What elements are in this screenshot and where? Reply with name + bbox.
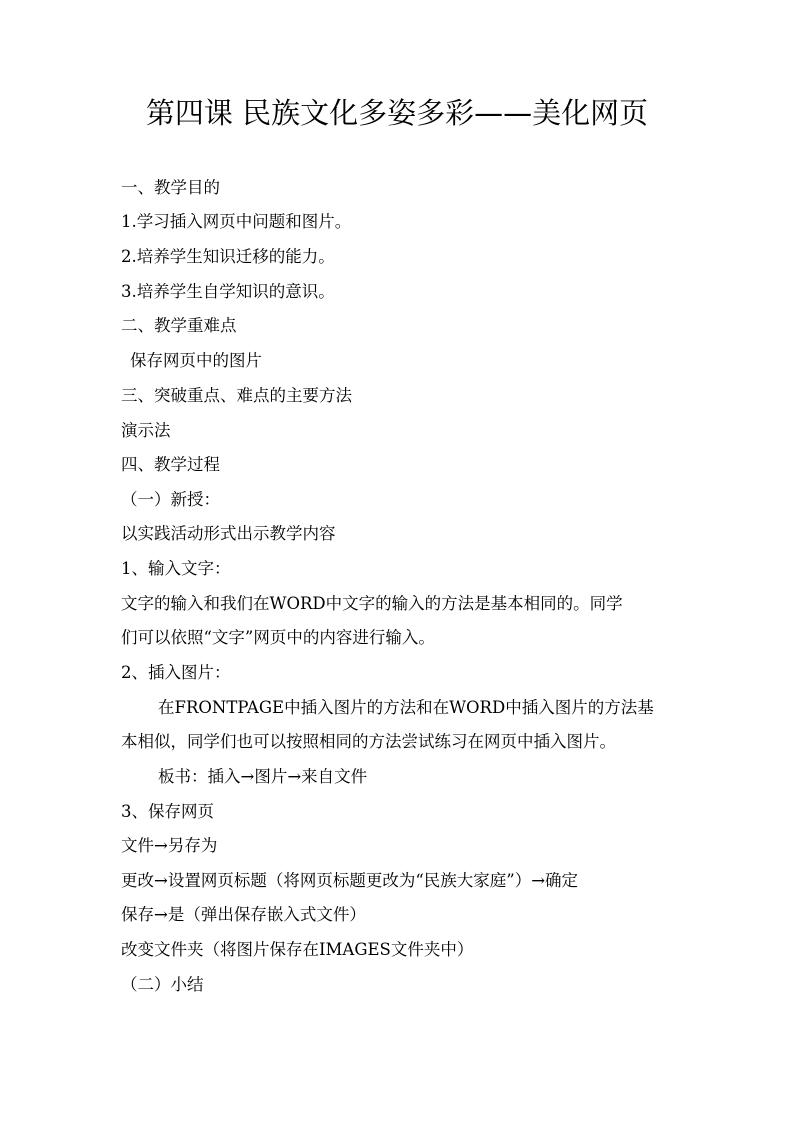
section-heading-process: 四、教学过程 xyxy=(121,455,220,474)
objective-item-1: 1.学习插入网页中问题和图片。 xyxy=(121,212,352,231)
section-heading-objectives: 一、教学目的 xyxy=(121,178,220,197)
step-3-line-1: 文件→另存为 xyxy=(121,836,218,855)
page-title: 第四课 民族文化多姿多彩——美化网页 xyxy=(145,96,649,130)
section-heading-methods: 三、突破重点、难点的主要方法 xyxy=(121,386,352,405)
section-heading-key-points: 二、教学重难点 xyxy=(121,316,237,335)
step-2-heading: 2、插入图片： xyxy=(121,663,231,682)
step-2-text-line-2: 本相似，同学们也可以按照相同的方法尝试练习在网页中插入图片。 xyxy=(121,732,616,751)
step-1-text-line-1: 文字的输入和我们在WORD中文字的输入的方法是基本相同的。同学 xyxy=(121,594,623,613)
subsection-summary: （二）小结 xyxy=(121,975,204,994)
step-3-line-4: 改变文件夹（将图片保存在IMAGES文件夹中） xyxy=(121,940,474,959)
step-3-line-2: 更改→设置网页标题（将网页标题更改为“民族大家庭”）→确定 xyxy=(121,871,579,890)
key-point-text: 保存网页中的图片 xyxy=(130,351,262,370)
step-1-text-line-2: 们可以依照“文字”网页中的内容进行输入。 xyxy=(121,628,435,647)
step-2-text-line-1: 在FRONTPAGE中插入图片的方法和在WORD中插入图片的方法基 xyxy=(158,698,654,717)
blackboard-note: 板书：插入→图片→来自文件 xyxy=(158,767,368,786)
step-3-heading: 3、保存网页 xyxy=(121,802,214,821)
process-intro-text: 以实践活动形式出示教学内容 xyxy=(121,524,336,543)
method-text: 演示法 xyxy=(121,421,171,440)
objective-item-3: 3.培养学生自学知识的意识。 xyxy=(121,282,335,301)
step-3-line-3: 保存→是（弹出保存嵌入式文件） xyxy=(121,905,366,924)
subsection-new-teaching: （一）新授： xyxy=(121,490,220,509)
step-1-heading: 1、输入文字： xyxy=(121,559,231,578)
objective-item-2: 2.培养学生知识迁移的能力。 xyxy=(121,247,335,266)
